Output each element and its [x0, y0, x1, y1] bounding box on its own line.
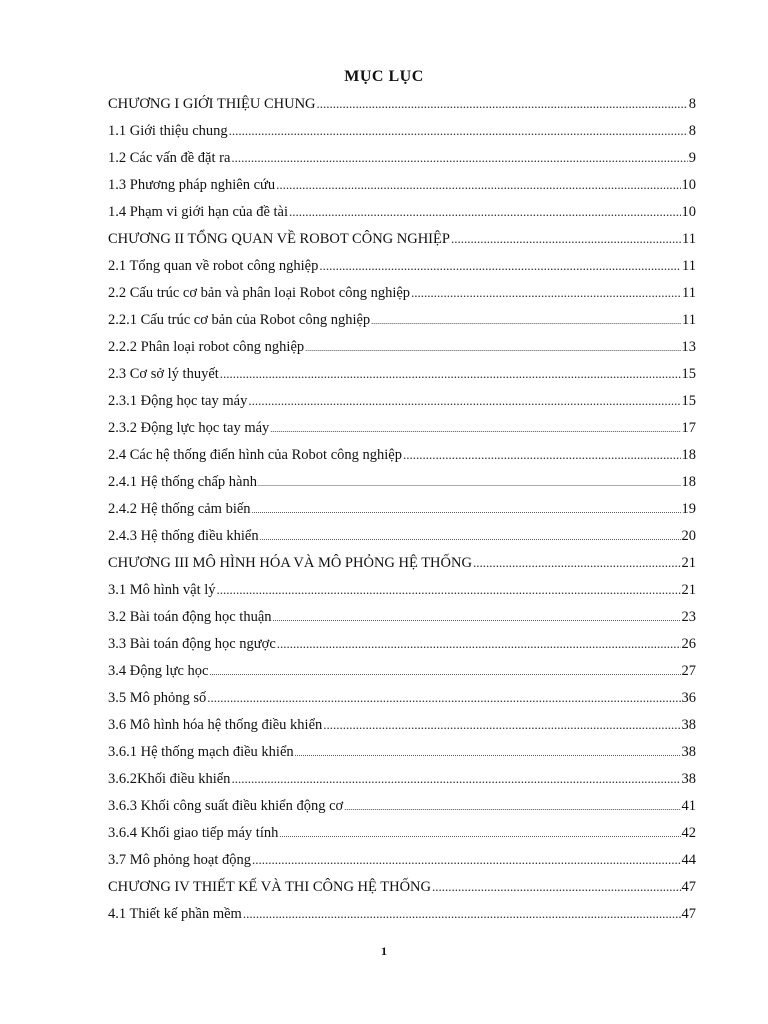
toc-entry[interactable] — [108, 636, 696, 663]
toc-entry[interactable] — [108, 96, 696, 123]
toc-entry-label: 3.7 Mô phỏng hoạt động — [108, 852, 251, 868]
toc-entry[interactable] — [108, 339, 696, 366]
toc-entry[interactable] — [108, 150, 696, 177]
toc-entry-page: 41 — [681, 798, 696, 814]
toc-entry[interactable] — [108, 555, 696, 582]
toc-entry[interactable] — [108, 285, 696, 312]
toc-dot-leader — [217, 582, 681, 598]
toc-entry-label: 3.6 Mô hình hóa hệ thống điều khiển — [108, 717, 323, 733]
toc-entry-page: 11 — [682, 258, 696, 274]
toc-entry-page: 42 — [681, 825, 696, 841]
toc-entry-page: 17 — [681, 420, 696, 436]
toc-entry-label: 1.3 Phương pháp nghiên cứu — [108, 177, 276, 193]
toc-dot-leader — [252, 506, 681, 515]
toc-entry-label: 2.4.3 Hệ thống điều khiển — [108, 528, 259, 544]
toc-entry-page: 15 — [681, 366, 696, 382]
toc-entry[interactable] — [108, 177, 696, 204]
toc-dot-leader — [231, 771, 680, 787]
toc-entry-label: 3.2 Bài toán động học thuận — [108, 609, 272, 625]
toc-dot-leader — [207, 690, 680, 706]
toc-entry-label: 2.2.2 Phân loại robot công nghiệp — [108, 339, 305, 355]
toc-entry-page: 10 — [681, 177, 696, 193]
toc-entry[interactable] — [108, 474, 696, 501]
toc-entry[interactable] — [108, 690, 696, 717]
toc-entry-label: 2.4.2 Hệ thống cảm biến — [108, 501, 251, 517]
toc-dot-leader — [258, 479, 681, 488]
toc-entry[interactable] — [108, 582, 696, 609]
toc-entry-label: CHƯƠNG I GIỚI THIỆU CHUNG — [108, 96, 316, 112]
toc-dot-leader — [344, 803, 680, 812]
toc-entry-label: 2.4.1 Hệ thống chấp hành — [108, 474, 257, 490]
toc-entry[interactable] — [108, 663, 696, 690]
toc-entry-label: 1.2 Các vấn đề đặt ra — [108, 150, 231, 166]
toc-entry[interactable] — [108, 204, 696, 231]
toc-entry[interactable] — [108, 420, 696, 447]
toc-dot-leader — [276, 177, 680, 193]
toc-dot-leader — [260, 533, 681, 542]
toc-entry-label: 3.5 Mô phỏng số — [108, 690, 207, 706]
toc-entry-page: 19 — [681, 501, 696, 517]
toc-dot-leader — [243, 906, 681, 922]
toc-entry[interactable] — [108, 258, 696, 285]
toc-entry-label: 3.4 Động lực học — [108, 663, 209, 679]
toc-dot-leader — [319, 258, 681, 274]
toc-entry[interactable] — [108, 906, 696, 933]
toc-entry[interactable] — [108, 825, 696, 852]
toc-entry-page: 8 — [688, 96, 696, 112]
toc-entry-label: 3.6.4 Khối giao tiếp máy tính — [108, 825, 279, 841]
toc-entry-label: 1.4 Phạm vi giới hạn của đề tài — [108, 204, 289, 220]
toc-entry-page: 11 — [682, 312, 696, 328]
toc-dot-leader — [229, 123, 688, 139]
table-of-contents — [108, 96, 696, 933]
toc-entry[interactable] — [108, 312, 696, 339]
toc-entry-page: 21 — [681, 582, 696, 598]
toc-entry-page: 23 — [681, 609, 696, 625]
toc-dot-leader — [317, 96, 688, 112]
toc-entry[interactable] — [108, 717, 696, 744]
toc-dot-leader — [432, 879, 681, 895]
toc-entry-label: 3.3 Bài toán động học ngược — [108, 636, 276, 652]
toc-entry-page: 18 — [681, 447, 696, 463]
toc-entry-page: 47 — [681, 906, 696, 922]
toc-entry-page: 13 — [681, 339, 696, 355]
toc-entry-page: 38 — [681, 717, 696, 733]
toc-entry-page: 44 — [681, 852, 696, 868]
toc-entry-label: CHƯƠNG IV THIẾT KẾ VÀ THI CÔNG HỆ THỐNG — [108, 879, 431, 895]
toc-dot-leader — [295, 749, 681, 758]
toc-entry-label: 2.3.2 Động lực học tay máy — [108, 420, 270, 436]
toc-entry-page: 21 — [681, 555, 696, 571]
toc-dot-leader — [270, 425, 680, 434]
toc-entry-label: 2.2.1 Cấu trúc cơ bản của Robot công nghiệp — [108, 312, 371, 328]
toc-dot-leader — [248, 393, 680, 409]
toc-dot-leader — [451, 231, 681, 247]
toc-entry-page: 15 — [681, 393, 696, 409]
toc-dot-leader — [279, 830, 680, 839]
toc-entry-label: 3.6.3 Khối công suất điều khiển động cơ — [108, 798, 344, 814]
toc-entry[interactable] — [108, 366, 696, 393]
toc-entry-page: 27 — [681, 663, 696, 679]
toc-dot-leader — [371, 317, 681, 326]
toc-entry-label: 2.4 Các hệ thống điển hình của Robot công nghiệp — [108, 447, 402, 463]
toc-entry-label: 2.3.1 Động học tay máy — [108, 393, 248, 409]
toc-entry-label: 2.1 Tổng quan về robot công nghiệp — [108, 258, 319, 274]
toc-entry-page: 8 — [688, 123, 696, 139]
toc-entry-label: 3.6.2Khối điều khiển — [108, 771, 231, 787]
toc-title: MỤC LỤC — [344, 68, 424, 85]
toc-entry-page: 38 — [681, 771, 696, 787]
page-number: 1 — [381, 944, 387, 958]
toc-entry-page: 36 — [681, 690, 696, 706]
toc-entry[interactable] — [108, 447, 696, 474]
toc-entry-page: 38 — [681, 744, 696, 760]
toc-entry[interactable] — [108, 798, 696, 825]
toc-entry-page: 11 — [682, 285, 696, 301]
toc-entry-page: 11 — [682, 231, 696, 247]
toc-entry-label: 2.3 Cơ sở lý thuyết — [108, 366, 219, 382]
toc-dot-leader — [273, 614, 681, 623]
toc-entry-label: 3.6.1 Hệ thống mạch điều khiển — [108, 744, 294, 760]
toc-entry[interactable] — [108, 528, 696, 555]
toc-entry[interactable] — [108, 609, 696, 636]
toc-entry[interactable] — [108, 501, 696, 528]
toc-entry[interactable] — [108, 879, 696, 906]
toc-dot-leader — [323, 717, 680, 733]
toc-dot-leader — [209, 668, 680, 677]
toc-entry[interactable] — [108, 744, 696, 771]
toc-entry-label: 1.1 Giới thiệu chung — [108, 123, 228, 139]
toc-entry[interactable] — [108, 231, 696, 258]
toc-entry-label: CHƯƠNG III MÔ HÌNH HÓA VÀ MÔ PHỎNG HỆ THỐNG — [108, 555, 472, 571]
toc-entry-page: 26 — [681, 636, 696, 652]
toc-entry[interactable] — [108, 852, 696, 879]
toc-entry[interactable] — [108, 393, 696, 420]
toc-dot-leader — [403, 447, 681, 463]
toc-entry-page: 20 — [681, 528, 696, 544]
toc-entry[interactable] — [108, 123, 696, 150]
toc-entry-page: 47 — [681, 879, 696, 895]
toc-entry-label: 4.1 Thiết kế phần mềm — [108, 906, 242, 922]
toc-dot-leader — [252, 852, 681, 868]
toc-dot-leader — [220, 366, 681, 382]
toc-entry[interactable] — [108, 771, 696, 798]
toc-entry-label: 2.2 Cấu trúc cơ bản và phân loại Robot công nghiệp — [108, 285, 411, 301]
toc-entry-label: 3.1 Mô hình vật lý — [108, 582, 216, 598]
toc-entry-page: 10 — [681, 204, 696, 220]
toc-dot-leader — [411, 285, 681, 301]
toc-entry-page: 9 — [688, 150, 696, 166]
toc-entry-page: 18 — [681, 474, 696, 490]
toc-entry-label: CHƯƠNG II TỔNG QUAN VỀ ROBOT CÔNG NGHIỆP — [108, 231, 450, 247]
toc-dot-leader — [231, 150, 687, 166]
toc-dot-leader — [277, 636, 681, 652]
toc-dot-leader — [305, 344, 680, 353]
toc-dot-leader — [289, 204, 680, 220]
toc-dot-leader — [473, 555, 681, 571]
